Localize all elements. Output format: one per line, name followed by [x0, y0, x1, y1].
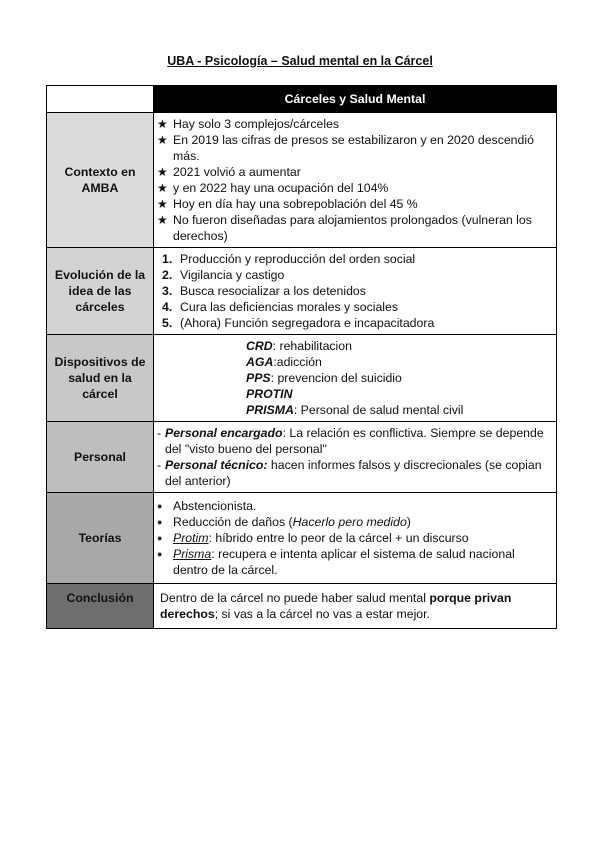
document-title: UBA - Psicología – Salud mental en la Cárcel: [167, 54, 433, 68]
table-header-row: [47, 86, 557, 113]
list-item: 2. Vigilancia y castigo: [162, 268, 285, 282]
row-content-evolucion: [154, 248, 557, 335]
list-item: ★ En 2019 las cifras de presos se estabilizaron y en 2020 descendió más.: [157, 133, 534, 163]
list-item: PRISMA: Personal de salud mental civil: [246, 403, 464, 417]
list-item: ★ 2021 volvió a aumentar: [157, 165, 301, 179]
table-row-evolucion: [47, 248, 557, 335]
list-item: PROTIN: [246, 387, 293, 401]
table-row-teorias: [47, 493, 557, 584]
list-item: 3. Busca resocializar a los detenidos: [162, 284, 366, 298]
bullet-icon: ●: [157, 501, 163, 511]
table-row-contexto: [47, 113, 557, 248]
star-icon: ★: [157, 197, 168, 211]
list-item: ● Protim: híbrido entre lo peor de la cárcel + un discurso: [157, 531, 469, 545]
row-content-teorias: [154, 493, 557, 584]
list-item: ● Reducción de daños (Hacerlo pero medido): [157, 515, 411, 529]
star-icon: ★: [157, 133, 168, 147]
dash-icon: -: [157, 426, 162, 440]
list-item: ● Prisma: recupera e intenta aplicar el sistema de salud nacional dentro de la cárcel.: [157, 547, 515, 577]
list-item: - Personal técnico: hacen informes falsos y discrecionales (se copian del anterior): [157, 458, 542, 488]
list-item: 5. (Ahora) Función segregadora e incapacitadora: [162, 316, 435, 330]
star-icon: ★: [157, 213, 168, 227]
bullet-icon: ●: [157, 517, 163, 527]
list-item: PPS: prevencion del suicidio: [246, 371, 402, 385]
table-row-dispositivos: [47, 335, 557, 422]
list-item: ★ Hoy en día hay una sobrepoblación del 45 %: [157, 197, 418, 211]
list-item: ● Abstencionista.: [157, 499, 257, 513]
bullet-icon: ●: [157, 549, 163, 559]
bullet-icon: ●: [157, 533, 163, 543]
star-icon: ★: [157, 165, 168, 179]
row-label-contexto: Contexto en AMBA: [47, 113, 154, 248]
row-content-personal: [154, 422, 557, 493]
list-item: - Personal encargado: La relación es conflictiva. Siempre se depende del "visto bueno del personal": [157, 426, 544, 456]
row-content-dispositivos: [154, 335, 557, 422]
header-title-cell: Cárceles y Salud Mental: [154, 86, 557, 113]
list-item: ★ Hay solo 3 complejos/cárceles: [157, 117, 340, 131]
list-item: ★ y en 2022 hay una ocupación del 104%: [157, 181, 389, 195]
row-content-contexto: [154, 113, 557, 248]
list-item: 1. Producción y reproducción del orden social: [162, 252, 416, 266]
row-content-conclusion: Dentro de la cárcel no puede haber salud mental porque privan derechos; si vas a la cárcel no vas a estar mejor.: [154, 584, 557, 629]
list-item: 4. Cura las deficiencias morales y sociales: [162, 300, 399, 314]
list-item: AGA:adicción: [246, 355, 322, 369]
row-label-evolucion: Evolución de la idea de las cárceles: [47, 248, 154, 335]
list-item: ★ No fueron diseñadas para alojamientos prolongados (vulneran los derechos): [157, 213, 532, 243]
row-label-dispositivos: Dispositivos de salud en la cárcel: [47, 335, 154, 422]
dash-icon: -: [157, 458, 162, 472]
row-label-teorias: Teorías: [47, 493, 154, 584]
header-blank-cell: [47, 86, 154, 113]
list-item: CRD: rehabilitacion: [246, 339, 352, 353]
table-row-personal: [47, 422, 557, 493]
table-row-conclusion: [47, 584, 557, 629]
row-label-conclusion: Conclusión: [47, 584, 154, 629]
star-icon: ★: [157, 117, 168, 131]
row-label-personal: Personal: [47, 422, 154, 493]
summary-table: [46, 85, 557, 629]
star-icon: ★: [157, 181, 168, 195]
